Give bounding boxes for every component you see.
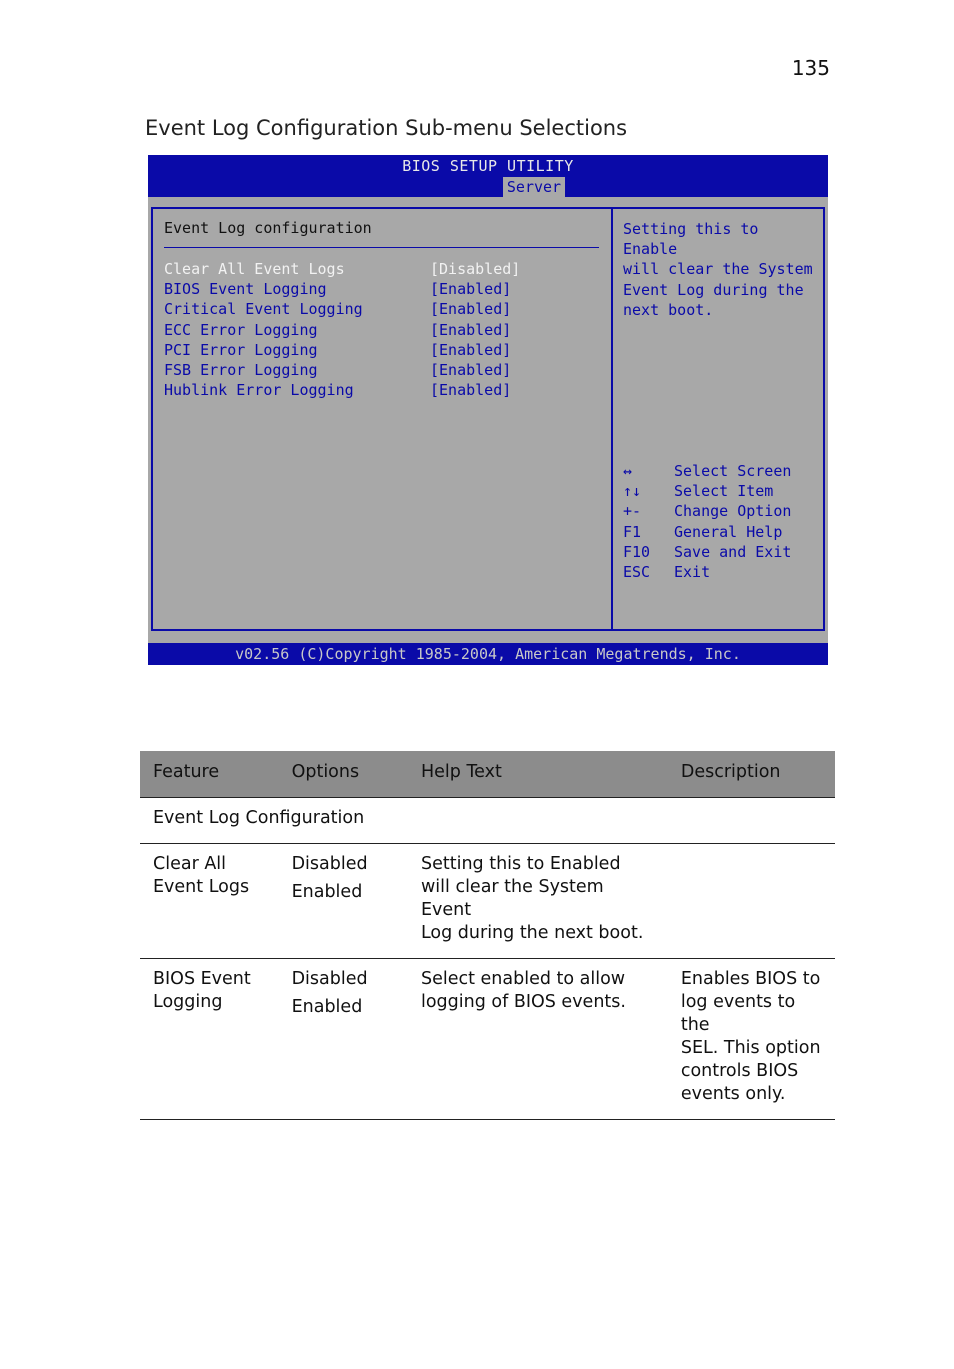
help-text-cell [408, 959, 668, 1120]
option-value: Enabled [291, 882, 363, 902]
feature-cell [140, 844, 279, 959]
feature-line: Logging [153, 992, 223, 1012]
bios-key-action: Select Item [674, 482, 774, 501]
table-row [140, 844, 835, 959]
description-cell [668, 844, 835, 959]
bios-item-label: BIOS Event Logging [164, 280, 327, 299]
bios-key-name: F1 [623, 522, 642, 541]
bios-help-line: next boot. [623, 300, 714, 319]
tab-server[interactable]: Server [503, 177, 565, 197]
bios-item-value: [Enabled] [430, 320, 512, 339]
option-value: Enabled [291, 997, 363, 1017]
bios-key-name: ↑↓ [623, 482, 642, 501]
description-line: events only. [680, 1084, 786, 1104]
feature-line: Clear All [153, 854, 227, 874]
bios-item-value: [Disabled] [430, 260, 521, 278]
bios-key-action: Change Option [674, 502, 792, 521]
bios-key-row [623, 562, 818, 582]
bios-help-line: Event Log during the [623, 280, 804, 299]
bios-menu-item[interactable] [164, 340, 604, 360]
bios-item-value: [Enabled] [430, 280, 512, 299]
options-cell [279, 959, 408, 1120]
help-line: Select enabled to allow [420, 969, 626, 989]
bios-key-row [623, 542, 818, 562]
bios-main-frame [151, 207, 825, 631]
help-line: Setting this to Enabled [420, 854, 621, 874]
bios-item-label: Hublink Error Logging [164, 381, 354, 400]
table-group-row [140, 798, 835, 844]
header-description: Description [668, 751, 835, 798]
bios-menu-item[interactable] [164, 259, 604, 279]
bios-item-label: PCI Error Logging [164, 340, 318, 359]
description-line: Enables BIOS to [680, 969, 821, 989]
bios-key-action: General Help [674, 522, 783, 541]
bios-help-line: Setting this to Enable [623, 220, 759, 259]
bios-screenshot [148, 155, 828, 665]
bios-item-value: [Enabled] [430, 381, 512, 400]
table-row [140, 959, 835, 1120]
bios-key-name: +- [623, 502, 642, 521]
help-text-cell [408, 844, 668, 959]
bios-tab-bar [148, 177, 828, 197]
help-line: Log during the next boot. [420, 923, 644, 943]
bios-title-bar: BIOS SETUP UTILITY [148, 155, 828, 177]
bios-key-row [623, 501, 818, 521]
description-line: SEL. This option [680, 1038, 821, 1058]
bios-item-label: Critical Event Logging [164, 300, 363, 319]
bios-help-text [623, 219, 818, 320]
bios-item-value: [Enabled] [430, 340, 512, 359]
header-help-text: Help Text [408, 751, 668, 798]
bios-key-action: Exit [674, 562, 711, 581]
page-number: 135 [791, 56, 830, 80]
bios-item-label: Clear All Event Logs [164, 260, 345, 278]
bios-item-label: ECC Error Logging [164, 320, 318, 339]
option-value: Disabled [291, 854, 368, 874]
header-feature: Feature [140, 751, 279, 798]
bios-menu-heading: Event Log configuration [164, 219, 372, 237]
option-value: Disabled [291, 969, 368, 989]
bios-key-action: Save and Exit [674, 542, 792, 561]
bios-copyright-bar: v02.56 (C)Copyright 1985-2004, American Megatrends, Inc. [148, 643, 828, 665]
table-header-row [140, 751, 835, 798]
bios-key-action: Select Screen [674, 462, 792, 480]
bios-key-name: F10 [623, 542, 651, 561]
bios-key-name: ↔ [623, 462, 633, 480]
group-label: Event Log Configuration [140, 798, 835, 844]
feature-line: Event Logs [153, 877, 250, 897]
bios-item-value: [Enabled] [430, 300, 512, 319]
description-line: controls BIOS [680, 1061, 799, 1081]
bios-key-row [623, 461, 818, 481]
bios-menu-list [164, 259, 604, 400]
bios-key-row [623, 522, 818, 542]
bios-menu-item[interactable] [164, 279, 604, 299]
bios-key-row [623, 481, 818, 501]
feature-cell [140, 959, 279, 1120]
description-line: log events to the [680, 992, 796, 1035]
header-options: Options [279, 751, 408, 798]
bios-item-value: [Enabled] [430, 360, 512, 379]
bios-item-label: FSB Error Logging [164, 360, 318, 379]
bios-heading-rule [164, 247, 599, 248]
description-cell [668, 959, 835, 1120]
bios-menu-item[interactable] [164, 360, 604, 380]
bios-menu-item[interactable] [164, 299, 604, 319]
section-title: Event Log Configuration Sub-menu Selections [145, 116, 628, 140]
help-line: logging of BIOS events. [420, 992, 626, 1012]
bios-menu-item[interactable] [164, 380, 604, 400]
bios-menu-item[interactable] [164, 320, 604, 340]
bios-key-legend [623, 461, 818, 582]
options-cell [279, 844, 408, 959]
settings-table [140, 751, 835, 1120]
feature-line: BIOS Event [153, 969, 251, 989]
bios-key-name: ESC [623, 562, 651, 581]
bios-panel-divider [611, 209, 613, 629]
help-line: will clear the System Event [420, 877, 604, 920]
bios-help-line: will clear the System [623, 260, 813, 279]
